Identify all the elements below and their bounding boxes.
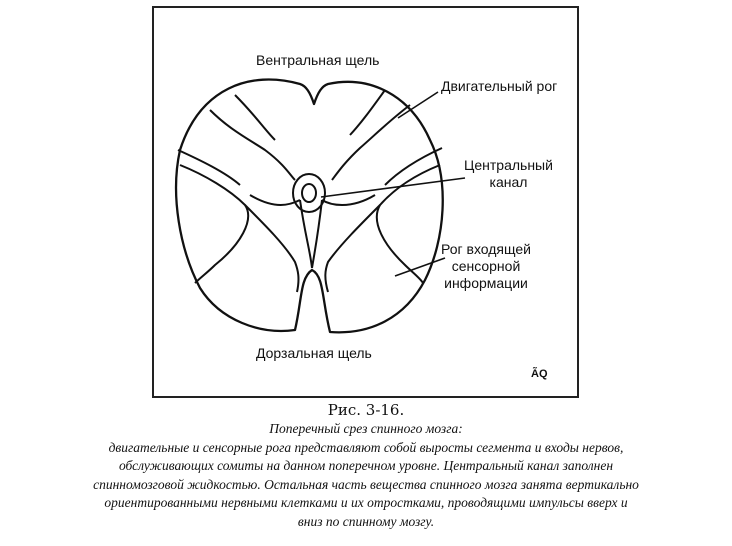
label-ventral-fissure: Вентральная щель bbox=[256, 52, 380, 68]
caption-line: обслуживающих сомиты на данном поперечном уровне. Центральный канал заполнен bbox=[118, 458, 614, 473]
label-sensory-horn-line1: Рог входящей bbox=[441, 241, 531, 257]
author-signature: ÃQ bbox=[531, 368, 548, 380]
figure-caption bbox=[0, 420, 732, 531]
figure-number: Рис. 3-16. bbox=[327, 401, 405, 419]
caption-line: вниз по спинному мозгу. bbox=[297, 513, 435, 529]
caption-line: Поперечный срез спинного мозга: bbox=[269, 421, 463, 436]
label-central-canal-line2: канал bbox=[489, 174, 528, 190]
label-central-canal bbox=[464, 157, 553, 191]
label-sensory-horn bbox=[441, 241, 531, 292]
caption-line: ориентированными нервными клетками и их отростками, проводящими импульсы вверх и bbox=[104, 495, 628, 510]
label-central-canal-line1: Центральный bbox=[464, 157, 553, 173]
label-sensory-horn-line3: информации bbox=[444, 275, 528, 291]
caption-line: спинномозговой жидкостью. Остальная часть вещества спинного мозга занята вертикально bbox=[93, 476, 639, 492]
caption-line: двигательные и сенсорные рога представляют собой выросты сегмента и входы нервов, bbox=[108, 439, 624, 455]
label-sensory-horn-line2: сенсорной bbox=[451, 258, 521, 274]
label-motor-horn: Двигательный рог bbox=[441, 78, 558, 94]
label-dorsal-fissure: Дорзальная щель bbox=[256, 345, 372, 361]
